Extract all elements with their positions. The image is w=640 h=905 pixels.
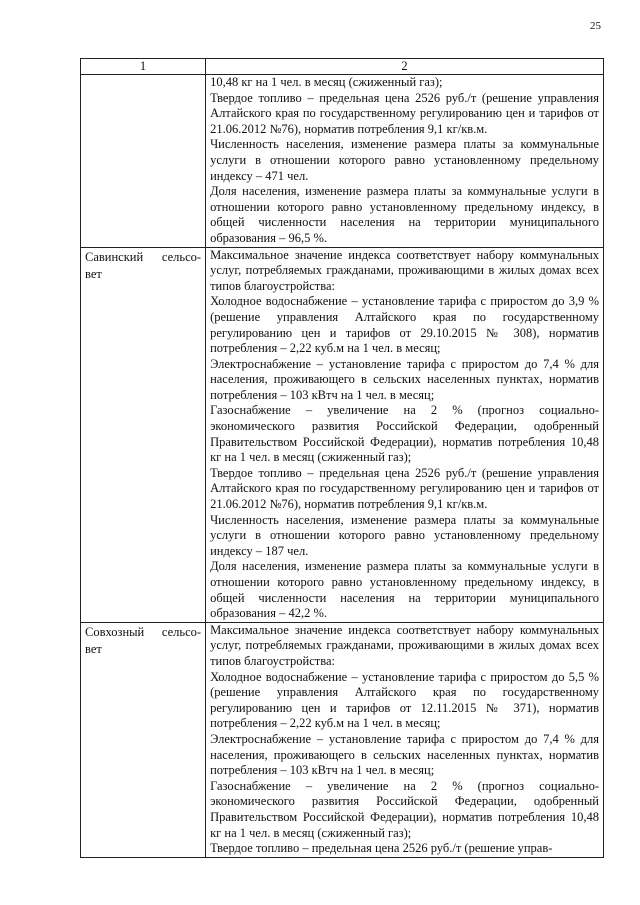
- table-row: [81, 247, 604, 622]
- paragraph: Газоснабжение – увеличение на 2 % (прогноз социально-экономического развития Российской Федерации, одобренный Правительством Российской Федерации), норматив потребления 10,48 кг на 1 чел. в месяц (сжиженный газ);: [210, 403, 599, 465]
- document-table: [80, 58, 604, 858]
- entity-cell: [81, 247, 206, 622]
- entity-name: Совхозный сельсо-: [85, 624, 202, 639]
- entity-cell: [81, 75, 206, 248]
- paragraph: Доля населения, изменение размера платы за коммунальные услуги в отношении которого равно установленному предельному индексу, в общей численности населения на территории муниципального образования – 96,5 %.: [210, 184, 599, 245]
- paragraph: Максимальное значение индекса соответствует набору коммунальных услуг, потребляемых гражданами, проживающими в жилых домах всех типов благоустройства:: [210, 622, 599, 668]
- paragraph: Твердое топливо – предельная цена 2526 руб./т (решение управ-: [210, 841, 553, 856]
- paragraph: Доля населения, изменение размера платы за коммунальные услуги в отношении которого равно установленному предельному индексу, в общей численности населения на территории муниципального образования – 42,2 %.: [210, 559, 599, 621]
- description-cell: [206, 622, 604, 857]
- paragraph: Численность населения, изменение размера платы за коммунальные услуги в отношении которого равно установленному предельному индексу – 187 чел.: [210, 512, 599, 558]
- paragraph: Численность населения, изменение размера платы за коммунальные услуги в отношении которого равно установленному предельному индексу – 471 чел.: [210, 137, 599, 183]
- paragraph: Электроснабжение – установление тарифа с приростом до 7,4 % для населения, проживающего в сельских населенных пунктах, норматив потребления – 103 кВтч на 1 чел. в месяц;: [210, 356, 599, 402]
- paragraph: Холодное водоснабжение – установление тарифа с приростом до 5,5 % (решение управления Алтайского края по государственному регулированию цен и тарифов от 12.11.2015 № 371), норматив потребления – 2,22 куб.м на 1 чел. в месяц;: [210, 669, 599, 731]
- page-number: 25: [590, 20, 601, 32]
- description-cell: [206, 247, 604, 622]
- paragraph: Холодное водоснабжение – установление тарифа с приростом до 3,9 % (решение управления Алтайского края по государственному регулированию цен и тарифов от 29.10.2015 № 308), норматив потребления – 2,22 куб.м на 1 чел. в месяц;: [210, 294, 599, 356]
- entity-name-continuation: вет: [85, 267, 102, 282]
- entity-cell: [81, 622, 206, 857]
- paragraph: Электроснабжение – установление тарифа с приростом до 7,4 % для населения, проживающего в сельских населенных пунктах, норматив потребления – 103 кВтч на 1 чел. в месяц;: [210, 731, 599, 778]
- column-header-1: 1: [81, 59, 206, 75]
- paragraph: Твердое топливо – предельная цена 2526 руб./т (решение управления Алтайского края по государственному регулированию цен и тарифов от 21.06.2012 №76), норматив потребления 9,1 кг/кв.м.: [210, 465, 599, 512]
- table-row: [81, 75, 604, 248]
- entity-name-continuation: вет: [85, 642, 102, 657]
- paragraph: Газоснабжение – увеличение на 2 % (прогноз социально-экономического развития Российской Федерации, одобренный Правительством Российской Федерации), норматив потребления 10,48 кг на 1 чел. в месяц (сжиженный газ);: [210, 778, 599, 840]
- description-cell: [206, 75, 604, 248]
- table-header-row: [81, 59, 604, 75]
- column-header-2: 2: [206, 59, 604, 75]
- paragraph: 10,48 кг на 1 чел. в месяц (сжиженный газ);: [210, 75, 443, 89]
- paragraph: Максимальное значение индекса соответствует набору коммунальных услуг, потребляемых гражданами, проживающими в жилых домах всех типов благоустройства:: [210, 247, 599, 293]
- table-row: [81, 622, 604, 857]
- entity-name: Савинский сельсо-: [85, 249, 202, 264]
- paragraph: Твердое топливо – предельная цена 2526 руб./т (решение управления Алтайского края по государственному регулированию цен и тарифов от 21.06.2012 №76), норматив потребления 9,1 кг/кв.м.: [210, 90, 599, 136]
